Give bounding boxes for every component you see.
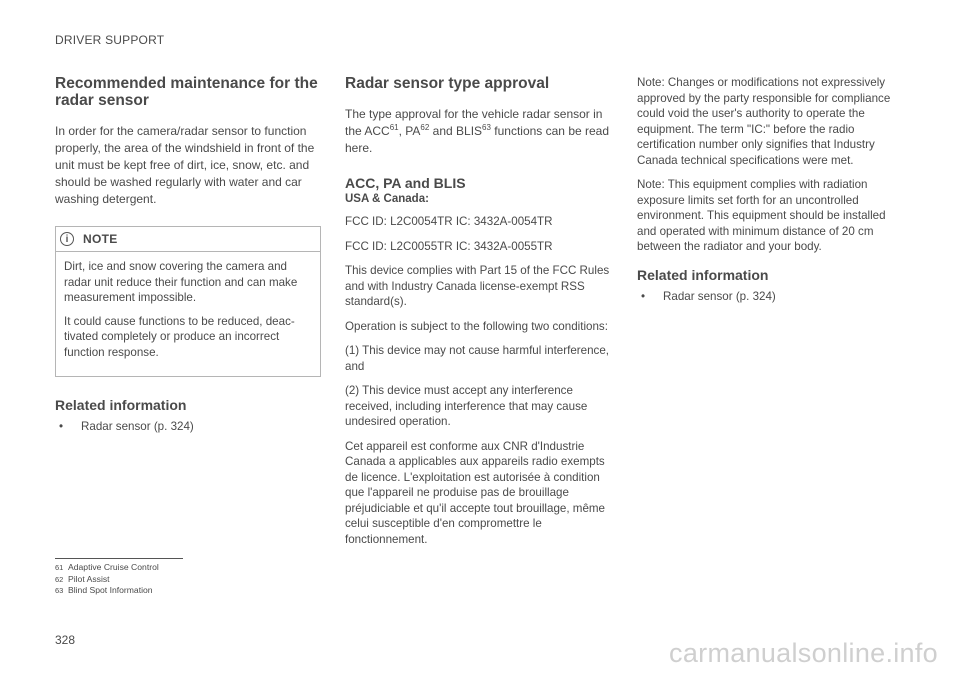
related-link-text[interactable]: Radar sensor (p. 324): [81, 420, 194, 433]
section-header: DRIVER SUPPORT: [55, 33, 165, 47]
related-link-text-2[interactable]: Radar sensor (p. 324): [663, 289, 776, 303]
footnote-63: 63 Blind Spot Information: [55, 585, 153, 595]
footnote-62: 62 Pilot Assist: [55, 573, 110, 584]
type-approval-title: Radar sensor type approval: [345, 75, 550, 92]
condition-2: (2) This device must accept any interference received, including interference that may cause undesired operation.: [345, 384, 588, 428]
footnote-ref-61[interactable]: 61: [389, 123, 399, 132]
related-link-2[interactable]: [637, 289, 903, 304]
acc-pa-blis-title: ACC, PA and BLIS: [345, 175, 466, 191]
french-paragraph: Cet appareil est conforme aux CNR d'Industrie Canada a applicables aux appareils radio exempts de licence. L'exploitation est autorisée à condition que l'appareil ne produise pas de brouillage préjudiciable et qu'il accepte tout brouillage, même celui susceptible d'en compromettre le fonctionnement.: [345, 439, 606, 546]
region-label: USA & Canada:: [345, 193, 429, 205]
modification-note: Note: Changes or modifications not expressively approved by the party responsible for compliance could void the user's authority to operate the equipment. The term "IC:" before the radio certification number only signifies that Industry Canada technical specifications were met.: [637, 76, 891, 167]
note-label: NOTE: [83, 232, 118, 246]
footnotes: [55, 562, 159, 597]
note-paragraph-2: It could cause functions to be reduced, deac-tivated completely or produce an incorrect function response.: [64, 314, 295, 359]
column-notes: [637, 75, 903, 304]
info-icon: i: [60, 232, 74, 246]
fcc-id-2: FCC ID: L2C0055TR IC: 3432A-0055TR: [345, 239, 553, 253]
compliance-paragraph: This device complies with Part 15 of the FCC Rules and with Industry Canada license-exempt RSS standard(s).: [345, 264, 610, 308]
related-info-title-2: Related information: [637, 266, 769, 283]
related-info-title: Related information: [55, 397, 187, 413]
footnote-ref-62[interactable]: 62: [420, 123, 430, 132]
condition-1: (1) This device may not cause harmful interference, and: [345, 344, 609, 373]
type-approval-intro: The type approval for the vehicle radar sensor in the ACC$^{61}$, PA$^{62}$ and BLIS$^{63}$ functions can be read here.: [345, 107, 610, 155]
bullet-icon: •: [641, 289, 646, 303]
related-link[interactable]: [55, 419, 321, 434]
note-box: [55, 226, 321, 377]
footnote-ref-63[interactable]: 63: [482, 123, 491, 132]
column-type-approval: [345, 75, 611, 556]
fcc-id-1: FCC ID: L2C0054TR IC: 3432A-0054TR: [345, 215, 553, 228]
page-number: 328: [55, 633, 76, 647]
radiation-note: Note: This equipment complies with radiation exposure limits set forth for an uncontrolled environment. This equipment should be installed and operated with minimum distance of 20 cm between the radiator and your body.: [637, 178, 886, 253]
footnote-61: 61 Adaptive Cruise Control: [55, 562, 159, 572]
note-header: [56, 227, 320, 252]
watermark: carmanualsonline.info: [669, 638, 938, 668]
bullet-icon: •: [59, 420, 64, 433]
note-paragraph-1: Dirt, ice and snow covering the camera and radar unit reduce their function and can make measurement impossible.: [64, 260, 298, 304]
column-maintenance: [55, 75, 321, 434]
maintenance-title: Recommended maintenance for the radar sensor: [55, 75, 318, 109]
conditions-paragraph: Operation is subject to the following two conditions:: [345, 319, 608, 333]
footnote-divider: [55, 558, 183, 559]
maintenance-intro: In order for the camera/radar sensor to function properly, the area of the windshield in front of the unit must be kept free of dirt, ice, snow, etc. and should be washed regularly with water and car washing detergent.: [55, 124, 315, 206]
